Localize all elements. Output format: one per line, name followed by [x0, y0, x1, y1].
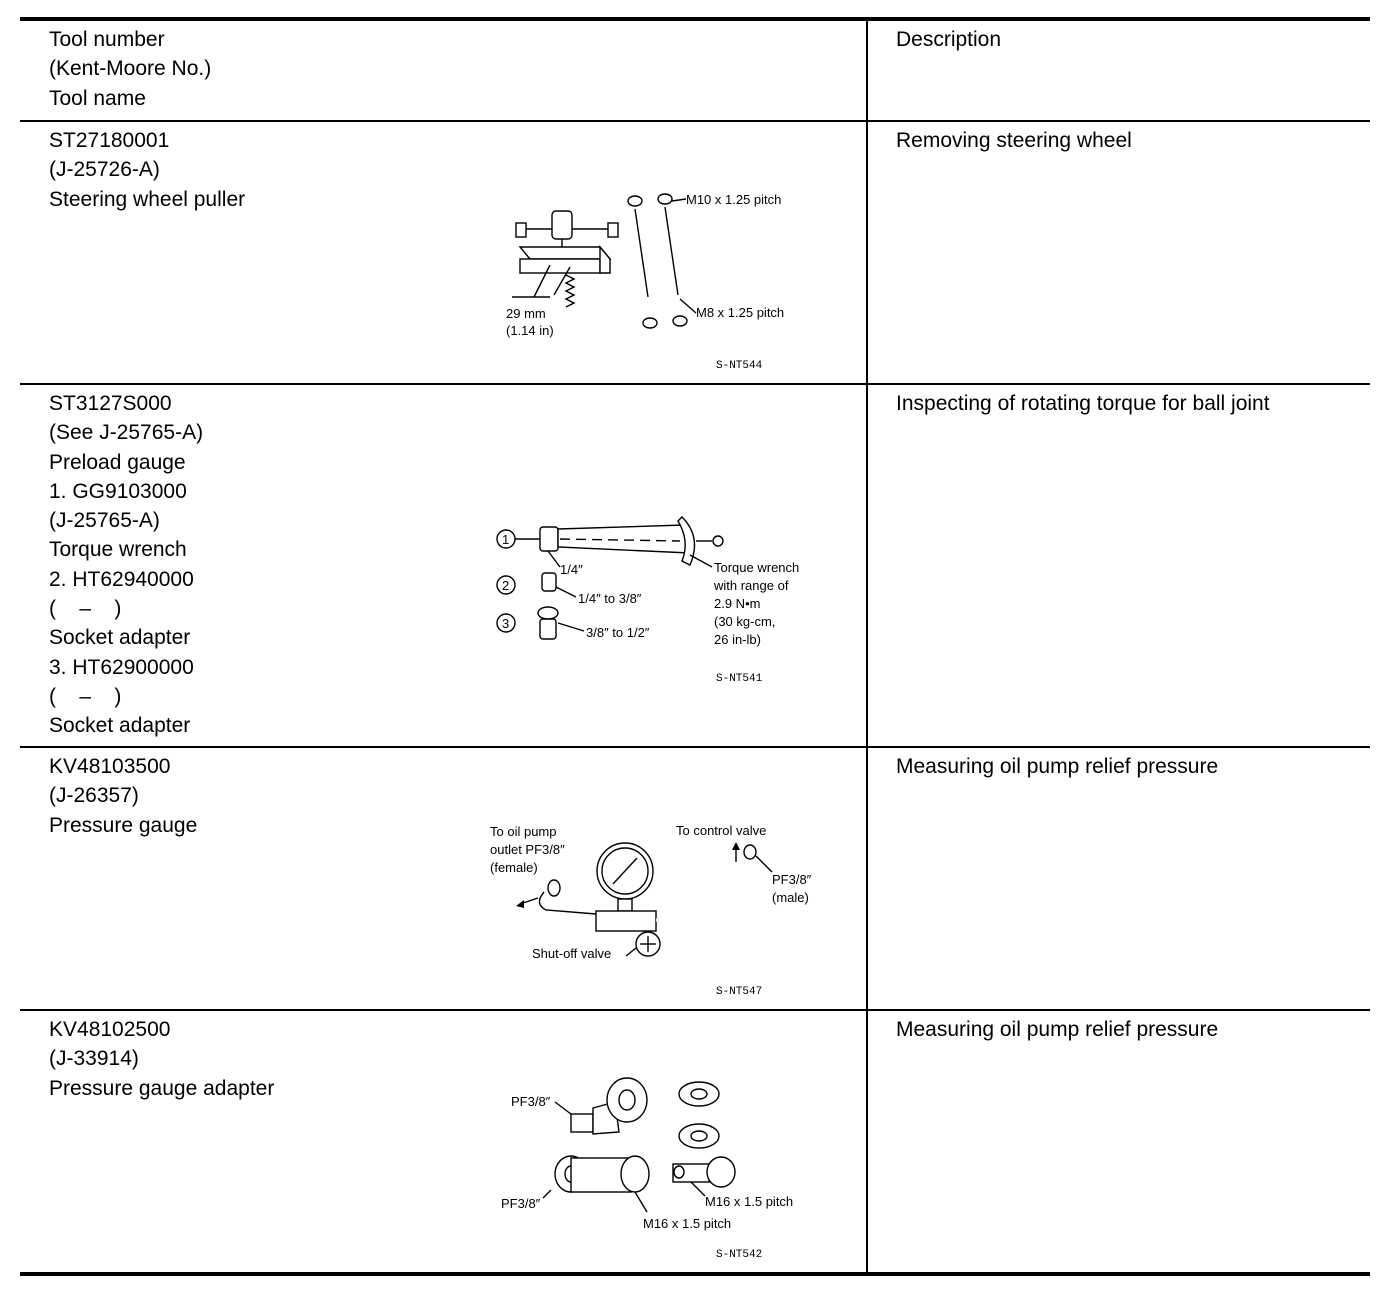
connection-label: To oil pump [490, 824, 557, 839]
pressure-gauge-adapter-illustration [495, 1072, 835, 1262]
figure-code: S-NT544 [716, 360, 763, 372]
tool-number: KV48103500 [49, 755, 171, 778]
component-number: 1. GG9103000 [49, 479, 187, 503]
table-bottom-rule [20, 1272, 1370, 1276]
kent-moore-number: (J-25726-A) [49, 158, 160, 182]
kent-moore-number: (See J-25765-A) [49, 421, 204, 445]
tool-number: KV48102500 [49, 1018, 171, 1041]
component-number: 3. HT62900000 [49, 655, 194, 679]
header-tool-column [49, 25, 211, 113]
thread-label: M8 x 1.25 pitch [696, 305, 785, 320]
connection-label: outlet PF3/8″ [490, 842, 565, 857]
row-2-tool [49, 389, 203, 741]
header-line: Tool number [49, 28, 165, 51]
callout-number: 3 [502, 616, 510, 631]
figure-code: S-NT542 [716, 1249, 763, 1261]
figure-code: S-NT547 [716, 986, 763, 998]
kent-moore-number: (J-33914) [49, 1047, 139, 1071]
row-3-description: Measuring oil pump relief pressure [896, 755, 1219, 778]
tool-name: Preload gauge [49, 450, 186, 474]
header-line: (Kent-Moore No.) [49, 57, 212, 81]
callout-number: 1 [502, 532, 510, 547]
size-label: 1/4″ to 3/8″ [578, 591, 642, 606]
row-4-tool [49, 1015, 274, 1103]
kent-moore-number: ( – ) [49, 597, 122, 621]
tool-name: Pressure gauge adapter [49, 1076, 275, 1100]
wrench-label: (30 kg-cm, [714, 614, 776, 629]
tool-name: Steering wheel puller [49, 187, 246, 211]
column-divider [866, 19, 868, 1275]
wrench-label: with range of [714, 578, 789, 593]
component-number: 2. HT62940000 [49, 567, 194, 591]
row-divider [20, 383, 1370, 385]
wrench-label: Torque wrench [714, 560, 800, 575]
fitting-label: M16 x 1.5 pitch [643, 1216, 732, 1231]
connection-label: To control valve [676, 823, 767, 838]
header-line: Tool name [49, 86, 146, 110]
size-label: 1/4″ [560, 562, 583, 577]
kent-moore-number: (J-25765-A) [49, 509, 160, 533]
component-name: Socket adapter [49, 714, 191, 738]
component-name: Socket adapter [49, 626, 191, 650]
connection-label: PF3/8″ [772, 872, 812, 887]
wrench-label: 26 in-lb) [714, 632, 761, 647]
size-label: 3/8″ to 1/2″ [586, 625, 650, 640]
connection-label: (male) [772, 890, 809, 905]
fitting-label: PF3/8″ [501, 1196, 541, 1211]
fitting-label: M16 x 1.5 pitch [705, 1194, 794, 1209]
row-1-tool [49, 126, 245, 214]
row-divider [20, 746, 1370, 748]
tool-name: Pressure gauge [49, 813, 198, 837]
thread-label: M10 x 1.25 pitch [686, 192, 782, 207]
connection-label: (female) [490, 860, 538, 875]
row-3-tool [49, 752, 197, 840]
valve-label: Shut-off valve [532, 946, 612, 961]
row-4-description: Measuring oil pump relief pressure [896, 1018, 1219, 1041]
header-description: Description [896, 28, 1002, 51]
steering-wheel-puller-illustration [490, 185, 820, 375]
callout-number: 2 [502, 578, 510, 593]
preload-gauge-illustration [490, 505, 830, 690]
table-top-rule [20, 17, 1370, 21]
dimension-label: (1.14 in) [506, 323, 554, 338]
pressure-gauge-illustration [480, 816, 830, 1001]
dimension-label: 29 mm [506, 306, 546, 321]
wrench-label: 2.9 N•m [714, 596, 761, 611]
row-divider [20, 1009, 1370, 1011]
fitting-label: PF3/8″ [511, 1094, 551, 1109]
kent-moore-number: (J-26357) [49, 784, 139, 808]
component-name: Torque wrench [49, 538, 187, 562]
header-divider [20, 120, 1370, 122]
row-2-description: Inspecting of rotating torque for ball joint [896, 392, 1270, 415]
tool-number: ST3127S000 [49, 392, 172, 415]
figure-code: S-NT541 [716, 673, 763, 685]
row-1-description: Removing steering wheel [896, 129, 1132, 152]
kent-moore-number: ( – ) [49, 684, 122, 708]
tool-number: ST27180001 [49, 129, 170, 152]
